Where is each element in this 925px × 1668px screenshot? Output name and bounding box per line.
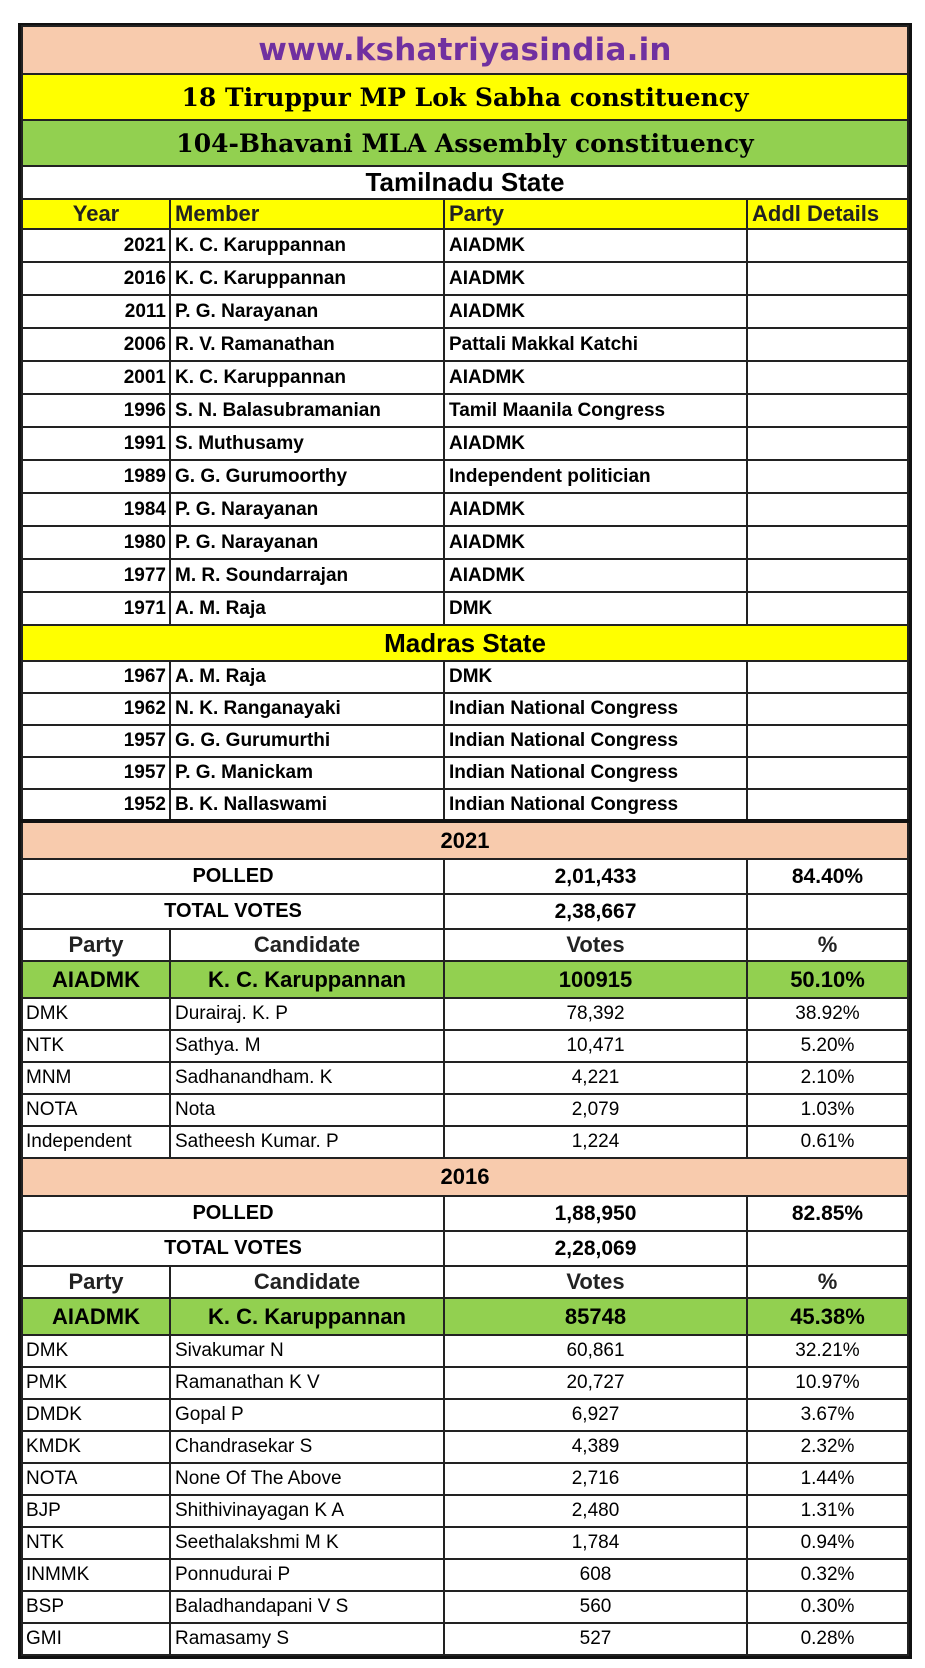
- winner-candidate: K. C. Karuppannan: [170, 961, 444, 998]
- col-header-percent: %: [747, 929, 908, 961]
- candidate-name: Sadhanandham. K: [170, 1062, 444, 1094]
- member-name: S. N. Balasubramanian: [170, 394, 444, 427]
- member-name: G. G. Gurumurthi: [170, 725, 444, 757]
- candidate-row: [22, 1030, 908, 1062]
- candidate-name: Satheesh Kumar. P: [170, 1126, 444, 1158]
- candidate-name: Baladhandapani V S: [170, 1591, 444, 1623]
- member-year: 2001: [22, 361, 170, 394]
- results-header-row: [22, 1266, 908, 1298]
- candidate-name: Nota: [170, 1094, 444, 1126]
- member-row: [22, 262, 908, 295]
- member-year: 1952: [22, 789, 170, 821]
- candidate-percent: 32.21%: [747, 1335, 908, 1367]
- candidate-percent: 0.28%: [747, 1623, 908, 1655]
- candidate-percent: 3.67%: [747, 1399, 908, 1431]
- member-row: [22, 328, 908, 361]
- candidate-party: NTK: [22, 1030, 170, 1062]
- candidate-votes: 60,861: [444, 1335, 747, 1367]
- candidate-votes: 2,716: [444, 1463, 747, 1495]
- candidate-name: Sathya. M: [170, 1030, 444, 1062]
- candidate-votes: 527: [444, 1623, 747, 1655]
- member-name: G. G. Gurumoorthy: [170, 460, 444, 493]
- member-party: Independent politician: [444, 460, 747, 493]
- col-header-candidate: Candidate: [170, 1266, 444, 1298]
- member-row: [22, 493, 908, 526]
- col-header-votes: Votes: [444, 929, 747, 961]
- candidate-party: BJP: [22, 1495, 170, 1527]
- candidate-percent: 0.61%: [747, 1126, 908, 1158]
- candidate-votes: 4,221: [444, 1062, 747, 1094]
- member-party: Indian National Congress: [444, 789, 747, 821]
- member-party: AIADMK: [444, 493, 747, 526]
- candidate-row: [22, 1431, 908, 1463]
- member-row: [22, 789, 908, 821]
- member-addl-details: [747, 328, 908, 361]
- candidate-party: DMK: [22, 1335, 170, 1367]
- member-name: A. M. Raja: [170, 592, 444, 625]
- candidate-party: PMK: [22, 1367, 170, 1399]
- member-name: K. C. Karuppannan: [170, 361, 444, 394]
- member-addl-details: [747, 493, 908, 526]
- member-name: K. C. Karuppannan: [170, 262, 444, 295]
- member-row: [22, 361, 908, 394]
- polled-percent: 82.85%: [747, 1196, 908, 1231]
- candidate-votes: 78,392: [444, 998, 747, 1030]
- member-addl-details: [747, 229, 908, 262]
- member-name: P. G. Narayanan: [170, 493, 444, 526]
- winner-votes: 85748: [444, 1298, 747, 1335]
- member-year: 1962: [22, 693, 170, 725]
- member-row: [22, 661, 908, 693]
- candidate-party: Independent: [22, 1126, 170, 1158]
- member-row: [22, 725, 908, 757]
- candidate-name: Durairaj. K. P: [170, 998, 444, 1030]
- candidate-row: [22, 1559, 908, 1591]
- total-votes-label: TOTAL VOTES: [22, 894, 444, 929]
- member-party: AIADMK: [444, 526, 747, 559]
- member-name: S. Muthusamy: [170, 427, 444, 460]
- total-votes-label: TOTAL VOTES: [22, 1231, 444, 1266]
- member-party: AIADMK: [444, 427, 747, 460]
- candidate-party: NOTA: [22, 1463, 170, 1495]
- candidate-name: Gopal P: [170, 1399, 444, 1431]
- member-addl-details: [747, 460, 908, 493]
- member-row: [22, 229, 908, 262]
- member-addl-details: [747, 661, 908, 693]
- candidate-percent: 1.31%: [747, 1495, 908, 1527]
- member-name: K. C. Karuppannan: [170, 229, 444, 262]
- candidate-percent: 5.20%: [747, 1030, 908, 1062]
- candidate-row: [22, 1126, 908, 1158]
- candidate-row: [22, 1495, 908, 1527]
- col-header-party: Party: [22, 1266, 170, 1298]
- member-row: [22, 460, 908, 493]
- candidate-row: [22, 1367, 908, 1399]
- member-name: R. V. Ramanathan: [170, 328, 444, 361]
- member-addl-details: [747, 394, 908, 427]
- candidate-party: KMDK: [22, 1431, 170, 1463]
- candidate-percent: 0.94%: [747, 1527, 908, 1559]
- col-header-candidate: Candidate: [170, 929, 444, 961]
- candidate-name: None Of The Above: [170, 1463, 444, 1495]
- member-row: [22, 526, 908, 559]
- member-row: [22, 592, 908, 625]
- member-party: AIADMK: [444, 262, 747, 295]
- candidate-party: BSP: [22, 1591, 170, 1623]
- candidate-row: [22, 1463, 908, 1495]
- winner-party: AIADMK: [22, 1298, 170, 1335]
- winner-percent: 45.38%: [747, 1298, 908, 1335]
- total-votes-empty: [747, 894, 908, 929]
- candidate-percent: 1.03%: [747, 1094, 908, 1126]
- member-name: P. G. Narayanan: [170, 295, 444, 328]
- total-votes-value: 2,38,667: [444, 894, 747, 929]
- result-year: 2016: [22, 1158, 908, 1196]
- candidate-name: Sivakumar N: [170, 1335, 444, 1367]
- member-addl-details: [747, 295, 908, 328]
- member-addl-details: [747, 693, 908, 725]
- col-header-year: Year: [22, 199, 170, 229]
- winner-percent: 50.10%: [747, 961, 908, 998]
- member-year: 1991: [22, 427, 170, 460]
- candidate-votes: 1,224: [444, 1126, 747, 1158]
- candidate-row: [22, 1094, 908, 1126]
- constituency-sheet: [18, 23, 912, 1659]
- member-year: 1996: [22, 394, 170, 427]
- candidate-percent: 2.32%: [747, 1431, 908, 1463]
- member-year: 1957: [22, 725, 170, 757]
- total-votes-row: [22, 1231, 908, 1266]
- results-header-row: [22, 929, 908, 961]
- member-row: [22, 394, 908, 427]
- member-name: B. K. Nallaswami: [170, 789, 444, 821]
- member-party: Pattali Makkal Katchi: [444, 328, 747, 361]
- candidate-votes: 2,079: [444, 1094, 747, 1126]
- col-header-party: Party: [22, 929, 170, 961]
- member-year: 1967: [22, 661, 170, 693]
- col-header-votes: Votes: [444, 1266, 747, 1298]
- candidate-party: INMMK: [22, 1559, 170, 1591]
- members-header-row: [22, 199, 908, 229]
- col-header-party: Party: [444, 199, 747, 229]
- candidate-row: [22, 1399, 908, 1431]
- candidate-votes: 6,927: [444, 1399, 747, 1431]
- candidate-votes: 608: [444, 1559, 747, 1591]
- member-party: DMK: [444, 661, 747, 693]
- polled-label: POLLED: [22, 859, 444, 894]
- polled-label: POLLED: [22, 1196, 444, 1231]
- candidate-votes: 2,480: [444, 1495, 747, 1527]
- member-row: [22, 427, 908, 460]
- tamilnadu-state-title: Tamilnadu State: [22, 166, 908, 199]
- winner-party: AIADMK: [22, 961, 170, 998]
- member-row: [22, 295, 908, 328]
- member-year: 1989: [22, 460, 170, 493]
- member-row: [22, 757, 908, 789]
- col-header-member: Member: [170, 199, 444, 229]
- member-party: AIADMK: [444, 295, 747, 328]
- member-addl-details: [747, 559, 908, 592]
- candidate-percent: 1.44%: [747, 1463, 908, 1495]
- candidate-votes: 4,389: [444, 1431, 747, 1463]
- member-year: 2006: [22, 328, 170, 361]
- member-addl-details: [747, 427, 908, 460]
- member-party: Tamil Maanila Congress: [444, 394, 747, 427]
- member-party: AIADMK: [444, 361, 747, 394]
- candidate-row: [22, 1062, 908, 1094]
- candidate-name: Ponnudurai P: [170, 1559, 444, 1591]
- total-votes-row: [22, 894, 908, 929]
- member-name: N. K. Ranganayaki: [170, 693, 444, 725]
- member-name: P. G. Manickam: [170, 757, 444, 789]
- member-addl-details: [747, 361, 908, 394]
- candidate-row: [22, 1527, 908, 1559]
- result-year-row: [22, 821, 908, 859]
- candidate-party: MNM: [22, 1062, 170, 1094]
- total-votes-value: 2,28,069: [444, 1231, 747, 1266]
- lok-sabha-title: 18 Tiruppur MP Lok Sabha constituency: [22, 74, 908, 120]
- winner-row: [22, 1298, 908, 1335]
- site-url: www.kshatriyasindia.in: [22, 26, 908, 74]
- member-party: DMK: [444, 592, 747, 625]
- candidate-votes: 20,727: [444, 1367, 747, 1399]
- member-addl-details: [747, 757, 908, 789]
- candidate-row: [22, 998, 908, 1030]
- candidate-percent: 2.10%: [747, 1062, 908, 1094]
- candidate-votes: 560: [444, 1591, 747, 1623]
- total-votes-empty: [747, 1231, 908, 1266]
- member-party: Indian National Congress: [444, 725, 747, 757]
- candidate-name: Chandrasekar S: [170, 1431, 444, 1463]
- member-year: 1977: [22, 559, 170, 592]
- col-header-percent: %: [747, 1266, 908, 1298]
- candidate-name: Ramasamy S: [170, 1623, 444, 1655]
- candidate-name: Ramanathan K V: [170, 1367, 444, 1399]
- member-row: [22, 559, 908, 592]
- member-year: 2011: [22, 295, 170, 328]
- member-addl-details: [747, 789, 908, 821]
- madras-state-title: Madras State: [22, 625, 908, 661]
- candidate-party: NTK: [22, 1527, 170, 1559]
- member-addl-details: [747, 592, 908, 625]
- member-party: Indian National Congress: [444, 693, 747, 725]
- polled-row: [22, 859, 908, 894]
- member-year: 1980: [22, 526, 170, 559]
- member-name: M. R. Soundarrajan: [170, 559, 444, 592]
- candidate-name: Shithivinayagan K A: [170, 1495, 444, 1527]
- result-year-row: [22, 1158, 908, 1196]
- candidate-percent: 0.32%: [747, 1559, 908, 1591]
- candidate-votes: 1,784: [444, 1527, 747, 1559]
- candidate-party: DMK: [22, 998, 170, 1030]
- winner-row: [22, 961, 908, 998]
- candidate-percent: 10.97%: [747, 1367, 908, 1399]
- candidate-row: [22, 1623, 908, 1655]
- polled-votes: 2,01,433: [444, 859, 747, 894]
- member-party: Indian National Congress: [444, 757, 747, 789]
- winner-votes: 100915: [444, 961, 747, 998]
- candidate-party: DMDK: [22, 1399, 170, 1431]
- candidate-votes: 10,471: [444, 1030, 747, 1062]
- candidate-row: [22, 1591, 908, 1623]
- member-addl-details: [747, 526, 908, 559]
- member-name: A. M. Raja: [170, 661, 444, 693]
- member-addl-details: [747, 262, 908, 295]
- polled-row: [22, 1196, 908, 1231]
- constituency-table: [21, 25, 909, 1656]
- candidate-row: [22, 1335, 908, 1367]
- candidate-party: GMI: [22, 1623, 170, 1655]
- member-party: AIADMK: [444, 559, 747, 592]
- col-header-addl: Addl Details: [747, 199, 908, 229]
- member-addl-details: [747, 725, 908, 757]
- candidate-name: Seethalakshmi M K: [170, 1527, 444, 1559]
- member-year: 1957: [22, 757, 170, 789]
- member-year: 1984: [22, 493, 170, 526]
- member-name: P. G. Narayanan: [170, 526, 444, 559]
- polled-percent: 84.40%: [747, 859, 908, 894]
- member-row: [22, 693, 908, 725]
- member-party: AIADMK: [444, 229, 747, 262]
- polled-votes: 1,88,950: [444, 1196, 747, 1231]
- assembly-title: 104-Bhavani MLA Assembly constituency: [22, 120, 908, 166]
- winner-candidate: K. C. Karuppannan: [170, 1298, 444, 1335]
- member-year: 2021: [22, 229, 170, 262]
- result-year: 2021: [22, 821, 908, 859]
- candidate-percent: 38.92%: [747, 998, 908, 1030]
- member-year: 2016: [22, 262, 170, 295]
- candidate-party: NOTA: [22, 1094, 170, 1126]
- candidate-percent: 0.30%: [747, 1591, 908, 1623]
- member-year: 1971: [22, 592, 170, 625]
